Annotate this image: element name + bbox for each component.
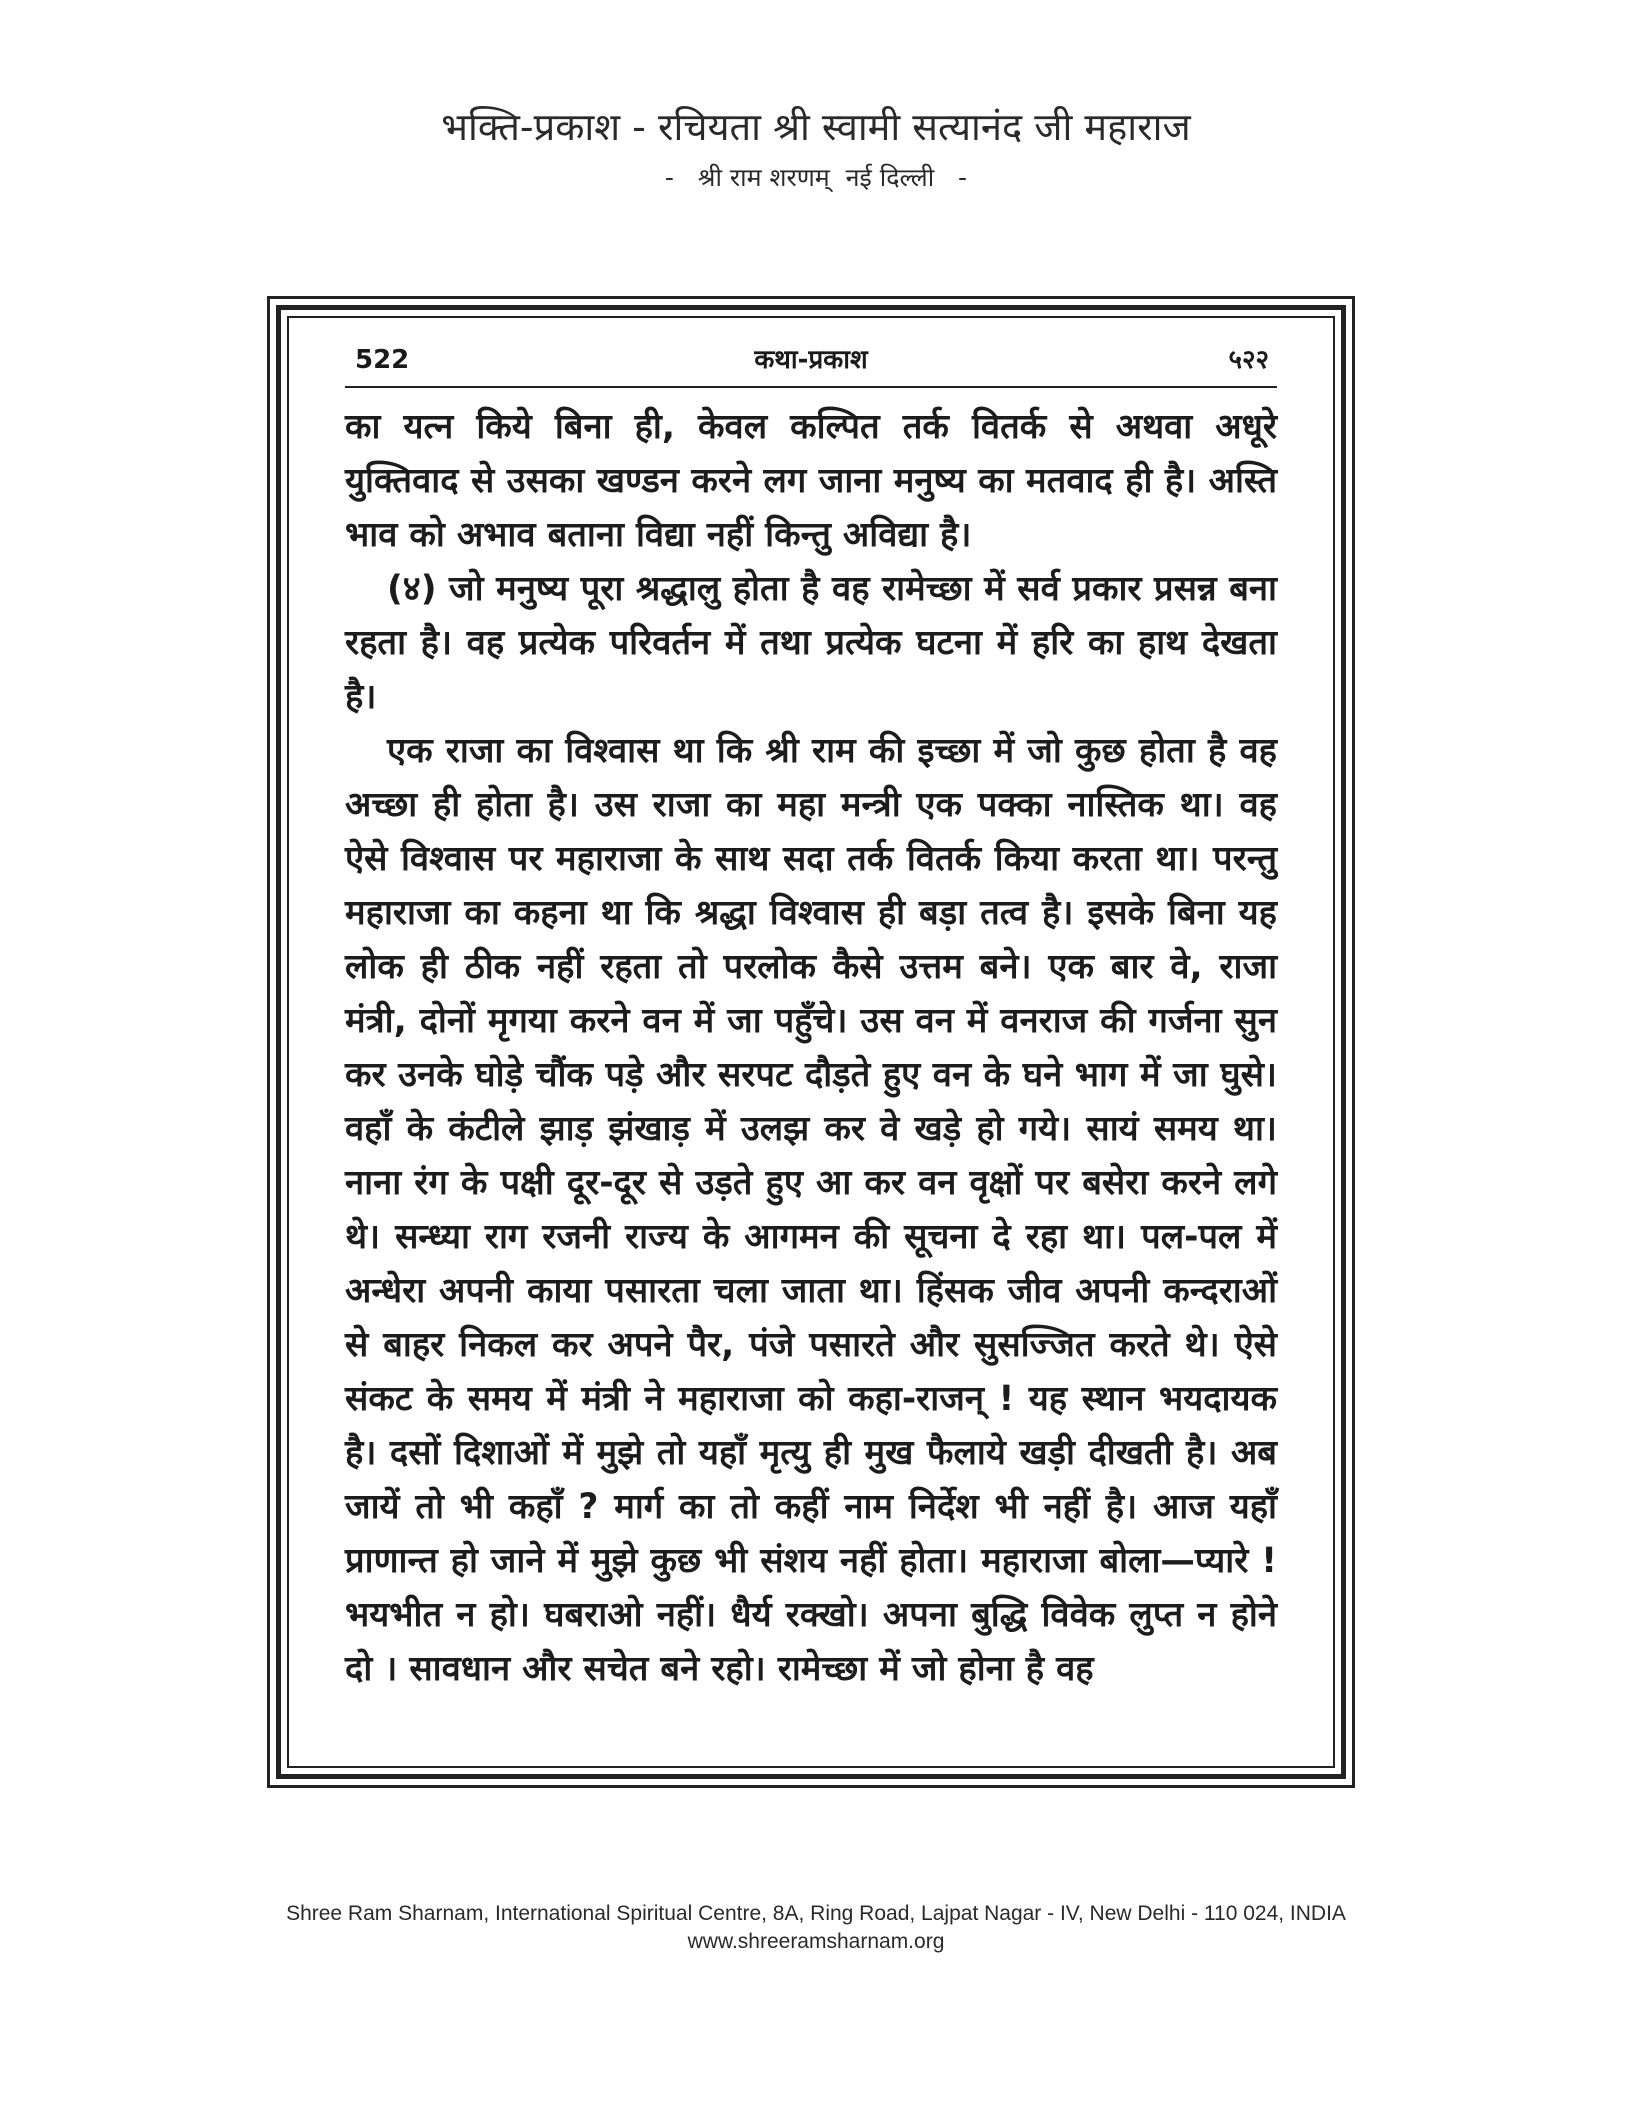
paragraph: का यत्न किये बिना ही, केवल कल्पित तर्क वितर्क से अथवा अधूरे युक्तिवाद से उसका खण्डन करने लग जाना मनुष्य का मतवाद ही है। अस्ति भाव को अभाव बताना विद्या नहीं किन्तु अविद्या है। (345, 407, 1277, 555)
paragraph: (४) जो मनुष्य पूरा श्रद्धालु होता है वह रामेच्छा में सर्व प्रकार प्रसन्न बना रहता है। वह प्रत्येक परिवर्तन में तथा प्रत्येक घटना में हरि का हाथ देखता है। (345, 569, 1277, 717)
paragraph: एक राजा का विश्वास था कि श्री राम की इच्छा में जो कुछ होता है वह अच्छा ही होता है। उस राजा का महा मन्त्री एक पक्का नास्तिक था। वह ऐसे विश्वास पर महाराजा के साथ सदा तर्क वितर्क किया करता था। परन्तु महाराजा का कहना था कि श्रद्धा विश्वास ही बड़ा तत्व है। इसके बिना यह लोक ही ठीक नहीं रहता तो परलोक कैसे उत्तम बने। एक बार वे, राजा मंत्री, दोनों मृगया करने वन में जा पहुँचे। उस वन में वनराज की गर्जना सुन कर उनके घोड़े चौंक पड़े और सरपट दौड़ते हुए वन के घने भाग में जा घुसे। वहाँ के कंटीले झाड़ झंखाड़ में उलझ कर वे खड़े हो गये। सायं समय था। नाना रंग के पक्षी दूर-दूर से उड़ते हुए आ कर वन वृक्षों पर बसेरा करने लगे थे। सन्ध्या राग रजनी राज्य के आगमन की सूचना दे रहा था। पल-पल में अन्धेरा अपनी काया पसारता चला जाता था। हिंसक जीव अपनी कन्दराओं से बाहर निकल कर अपने पैर, पंजे पसारते और सुसज्जित करते थे। ऐसे संकट के समय में मंत्री ने महाराजा को कहा-राजन् ! यह स्थान भयदायक है। दसों दिशाओं में मुझे तो यहाँ मृत्यु ही मुख फैलाये खड़ी दीखती है। अब जायें तो भी कहाँ ? मार्ग का तो कहीं नाम निर्देश भी नहीं है। आज यहाँ प्राणान्त हो जाने में मुझे कुछ भी संशय नहीं होता। महाराजा बोला—प्यारे ! भयभीत न हो। घबराओ नहीं। धैर्य रक्खो। अपना बुद्धि विवेक लुप्त न होने दो । सावधान और सचेत बने रहो। रामेच्छा में जो होना है वह (345, 731, 1277, 1689)
document-footer (0, 1900, 1632, 1956)
body-text (345, 400, 1277, 1696)
document-header (0, 100, 1632, 198)
footer-address: Shree Ram Sharnam, International Spiritual Centre, 8A, Ring Road, Lajpat Nagar - IV, New Delhi - 110 024, INDIA (286, 1902, 1346, 1925)
page-frame-inner-border (287, 316, 1335, 1768)
book-subtitle: - श्री राम शरणम् नई दिल्ली - (664, 163, 968, 192)
page-content (305, 334, 1317, 1750)
page-header-row (345, 334, 1277, 388)
section-title: कथा-प्रकाश (754, 345, 868, 375)
page-number-latin: 522 (355, 345, 410, 375)
footer-website: www.shreeramsharnam.org (687, 1930, 945, 1953)
page-frame-thick-border (276, 305, 1346, 1779)
page-number-devanagari: ५२२ (1228, 345, 1269, 375)
book-title: भक्ति-प्रकाश - रचियता श्री स्वामी सत्यानंद जी महाराज (441, 105, 1191, 149)
page-frame (267, 296, 1355, 1788)
